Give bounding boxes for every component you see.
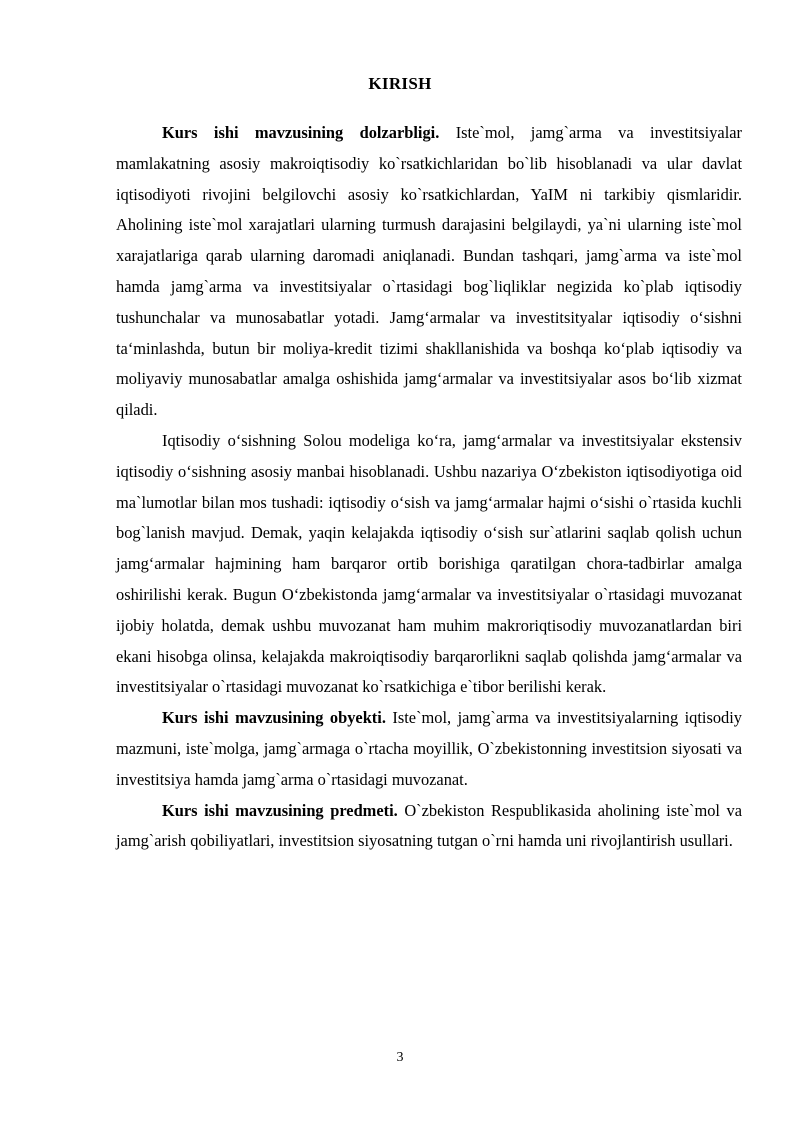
- paragraph-text: Iste`mol, jamg`arma va investitsiyalarning iqtisodiy mazmuni, iste`molga, jamg`armaga o`rtacha moyillik, O`zbekistonning investitsion siyosati va investitsiya hamda jamg`arma o`rtasidagi muvozanat.: [116, 708, 742, 789]
- paragraph-lead: Kurs ishi mavzusining obyekti.: [162, 708, 386, 728]
- paragraph-text: Iqtisodiy o‘sishning Solou modeliga ko‘ra, jamg‘armalar va investitsiyalar ekstensiv iqtisodiy o‘sishning asosiy manbai hisoblanadi. Ushbu nazariya O‘zbekiston iqtisodiyotiga oid ma`lumotlar bilan mos tushadi: iqtisodiy o‘sish va jamg‘armalar hajmi o‘sishi o`rtasida kuchli bog`lanish mavjud. Demak, yaqin kelajakda iqtisodiy o‘sish sur`atlarini saqlab qolish uchun jamg‘armalar hajmining ham barqaror ortib borishiga qaratilgan chora-tadbirlar amalga oshirilishi kerak. Bugun O‘zbekistonda jamg‘armalar va investitsiyalar o`rtasidagi muvozanat ijobiy holatda, demak ushbu muvozanat ham muhim makroriqtisodiy muvozanatlardan biri ekani hisobga olinsa, kelajakda makroiqtisodiy barqarorlikni saqlab qolishda jamg‘armalar va investitsiyalar o`rtasidagi muvozanat ko`rsatkichiga e`tibor berilishi kerak.: [116, 430, 742, 697]
- paragraph-relevance: [116, 118, 742, 426]
- page-number: 3: [396, 1050, 404, 1065]
- paragraph-text: Iste`mol, jamg`arma va investitsiyalar mamlakatning asosiy makroiqtisodiy ko`rsatkichlaridan bo`lib hisoblanadi va ular davlat iqtisodiyoti rivojini belgilovchi asosiy ko`rsatkichlardan, YaIM ni tarkibiy qismlaridir. Aholining iste`mol xarajatlari ularning turmush darajasini belgilaydi, ya`ni ularning iste`mol xarajatlariga qarab ularning daromadi aniqlanadi. Bundan tashqari, jamg`arma va iste`mol hamda jamg`arma va investitsiyalar o`rtasidagi bog`liqliklar negizida ko`plab iqtisodiy tushunchalar va munosabatlar yotadi. Jamg‘armalar va investitsityalar iqtisodiy o‘sishni ta‘minlashda, butun bir moliya-kredit tizimi shakllanishida va boshqa ko‘plab iqtisodiy va moliyaviy munosabatlar amalga oshishida jamg‘armalar va investitsiyalar asos bo‘lib xizmat qiladi.: [116, 123, 742, 420]
- paragraph-subject: [116, 796, 742, 858]
- paragraph-solow-model: [116, 426, 742, 703]
- paragraph-object: [116, 703, 742, 795]
- paragraph-text: O`zbekiston Respublikasida aholining iste`mol va jamg`arish qobiliyatlari, investitsion siyosatning tutgan o`rni hamda uni rivojlantirish usullari.: [116, 800, 742, 851]
- body-text: [116, 118, 742, 857]
- section-title: KIRISH: [368, 74, 432, 93]
- paragraph-lead: Kurs ishi mavzusining dolzarbligi.: [162, 123, 440, 142]
- paragraph-lead: Kurs ishi mavzusining predmeti.: [162, 800, 398, 820]
